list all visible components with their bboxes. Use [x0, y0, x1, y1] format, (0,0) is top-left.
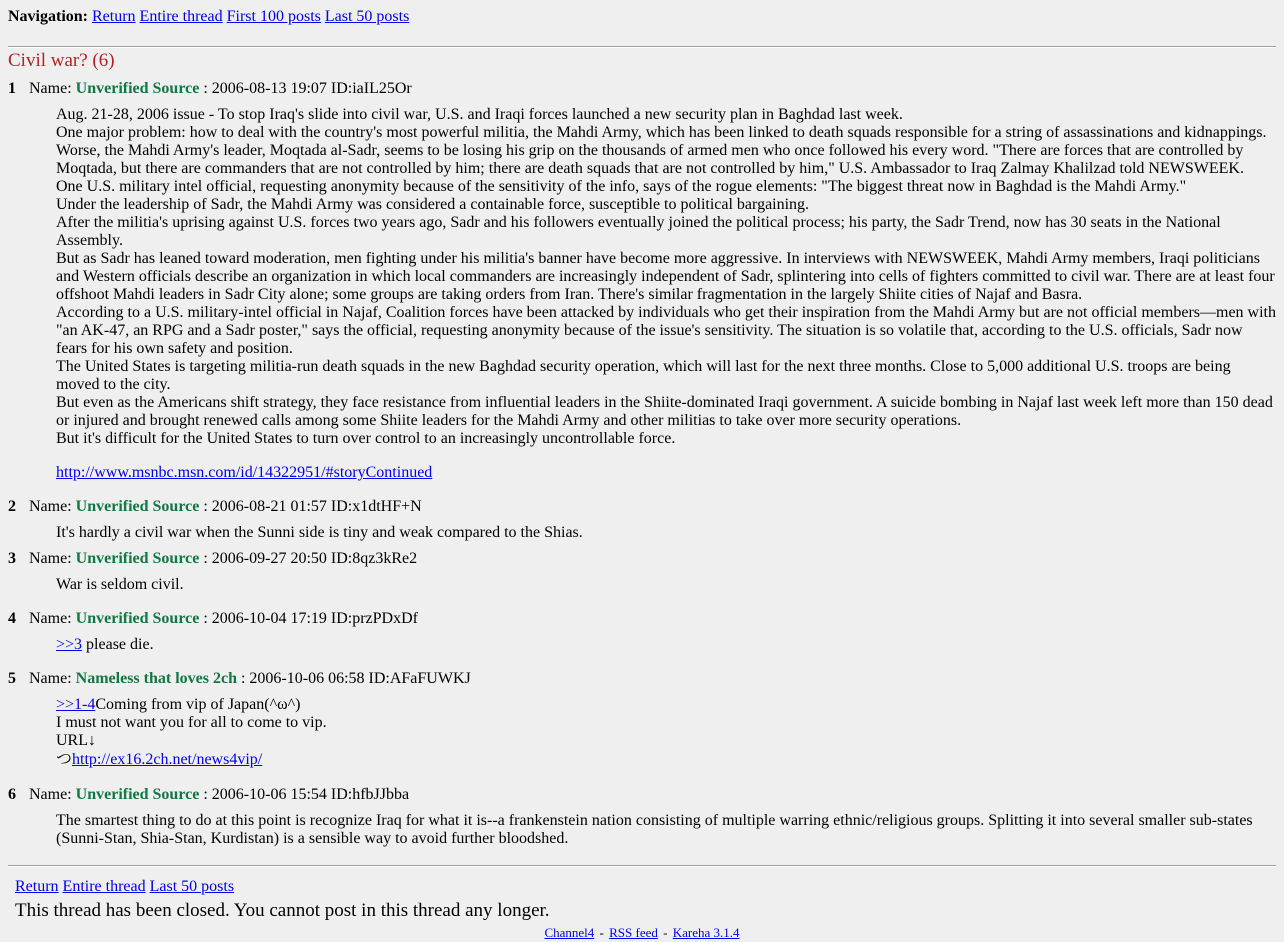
- post-text: War is seldom civil.: [56, 576, 184, 593]
- post-body: [56, 636, 1276, 654]
- post-number[interactable]: 2: [8, 498, 16, 515]
- post-meta: : 2006-08-21 01:57 ID:x1dtHF+N: [203, 498, 422, 515]
- post-header: [8, 670, 1276, 688]
- post-2: [8, 498, 1276, 542]
- post-body: [56, 106, 1276, 482]
- name-label: Name:: [29, 550, 72, 567]
- nav-first-100-link[interactable]: First 100 posts: [226, 8, 321, 25]
- spacer: [56, 448, 1276, 464]
- post-header: [8, 786, 1276, 804]
- post-text: The smartest thing to do at this point is recognize Iraq for what it is--a frankenstein nation consisting of multiple warring ethnic/religious groups. Splitting it into several smaller sub-states (Sunni-Stan, Shia-Stan, Kurdistan) is a sensible way to avoid further bloodshed.: [56, 812, 1253, 847]
- footer-divider: [8, 865, 1276, 867]
- navigation-bar: [8, 8, 1276, 26]
- nav-return-link[interactable]: Return: [92, 8, 136, 25]
- post-number[interactable]: 5: [8, 670, 16, 687]
- poster-name: Unverified Source: [75, 610, 200, 627]
- name-label: Name:: [29, 610, 72, 627]
- post-meta: : 2006-08-13 19:07 ID:iaIL25Or: [203, 80, 412, 97]
- navigation-label: Navigation:: [8, 8, 88, 25]
- thread-title: Civil war? (6): [8, 50, 115, 71]
- post-line: I must not want you for all to come to vip.: [56, 714, 327, 731]
- channel4-link[interactable]: Channel4: [544, 925, 595, 940]
- kareha-link[interactable]: Kareha 3.1.4: [672, 925, 740, 940]
- post-body: [56, 812, 1276, 848]
- post-line: URL↓: [56, 732, 96, 749]
- quote-reference-link[interactable]: >>3: [56, 636, 83, 653]
- poster-name: Unverified Source: [75, 80, 200, 97]
- post-line: The United States is targeting militia-run death squads in the new Baghdad security operation, which will last for the next three months. Close to 5,000 additional U.S. troops are being moved to the city.: [56, 358, 1231, 393]
- post-meta: : 2006-09-27 20:50 ID:8qz3kRe2: [203, 550, 418, 567]
- post-text: please die.: [82, 636, 154, 653]
- post-header: [8, 550, 1276, 568]
- name-label: Name:: [29, 498, 72, 515]
- poster-name: Unverified Source: [75, 786, 200, 803]
- post-header: [8, 610, 1276, 628]
- post-line: One major problem: how to deal with the country's most powerful militia, the Mahdi Army, which has been linked to death squads responsible for a string of assassinations and kidnappings.: [56, 124, 1267, 141]
- nav-last-50-link[interactable]: Last 50 posts: [324, 8, 410, 25]
- poster-name: Nameless that loves 2ch: [75, 670, 237, 687]
- thread-closed-notice: This thread has been closed. You cannot post in this thread any longer.: [15, 900, 550, 921]
- bottom-section: [8, 878, 1276, 921]
- post-number[interactable]: 3: [8, 550, 16, 567]
- header-divider: [8, 46, 1276, 48]
- post-header: [8, 80, 1276, 98]
- footer-separator: -: [663, 925, 668, 940]
- name-label: Name:: [29, 80, 72, 97]
- nav-entire-thread-link[interactable]: Entire thread: [139, 8, 223, 25]
- quote-reference-link[interactable]: >>1-4: [56, 696, 96, 713]
- post-line: But even as the Americans shift strategy, they face resistance from influential leaders in the Shiite-dominated Iraqi government. A suicide bombing in Najaf last week left more than 150 dead or injured and brought renewed calls among some Shiite leaders for the Mahdi Army and other militias to take over more security operations.: [56, 394, 1273, 429]
- poster-name: Unverified Source: [75, 550, 200, 567]
- post-body: [56, 696, 1276, 769]
- post-meta: : 2006-10-04 17:19 ID:przPDxDf: [203, 610, 418, 627]
- post-line: Worse, the Mahdi Army's leader, Moqtada al-Sadr, seems to be losing his grip on the thousands of armed men who once followed his every word. "There are forces that are controlled by Moqtada, but there are commanders that are not controlled by him; there are death squads that are not controlled by him," U.S. Ambassador to Iraq Zalmay Khalilzad told NEWSWEEK.: [56, 142, 1244, 177]
- source-link[interactable]: http://www.msnbc.msn.com/id/14322951/#storyContinued: [56, 464, 433, 481]
- post-5: [8, 670, 1276, 769]
- post-meta: : 2006-10-06 06:58 ID:AFaFUWKJ: [240, 670, 471, 687]
- post-line: According to a U.S. military-intel official in Najaf, Coalition forces have been attacked by individuals who get their inspiration from the Mahdi Army but are not official members—men with "an AK-47, an RPG and a Sadr poster," says the official, requesting anonymity because of the issue's sensitivity. The situation is so volatile that, according to the U.S. officials, Sadr now fears for his own safety and position.: [56, 304, 1276, 357]
- post-meta: : 2006-10-06 15:54 ID:hfbJJbba: [203, 786, 410, 803]
- post-number[interactable]: 4: [8, 610, 16, 627]
- post-body: [56, 576, 1276, 594]
- post-body: [56, 524, 1276, 542]
- post-line: Aug. 21-28, 2006 issue - To stop Iraq's slide into civil war, U.S. and Iraqi forces launched a new security plan in Baghdad last week.: [56, 106, 903, 123]
- poster-name: Unverified Source: [75, 498, 200, 515]
- bottom-last-50-link[interactable]: Last 50 posts: [149, 878, 235, 895]
- name-label: Name:: [29, 670, 72, 687]
- post-line: After the militia's uprising against U.S. forces two years ago, Sadr and his followers eventually joined the political process; his party, the Sadr Trend, now has 30 seats in the National Assembly.: [56, 214, 1221, 249]
- post-line: One U.S. military intel official, requesting anonymity because of the sensitivity of the info, says of the rogue elements: "The biggest threat now in Baghdad is the Mahdi Army.": [56, 178, 1187, 195]
- rss-feed-link[interactable]: RSS feed: [609, 925, 658, 940]
- bottom-return-link[interactable]: Return: [15, 878, 59, 895]
- bottom-navigation: [15, 878, 1276, 896]
- name-label: Name:: [29, 786, 72, 803]
- external-link[interactable]: http://ex16.2ch.net/news4vip/: [72, 751, 263, 768]
- post-line: Under the leadership of Sadr, the Mahdi Army was considered a containable force, susceptible to political bargaining.: [56, 196, 810, 213]
- post-6: [8, 786, 1276, 848]
- post-line: But as Sadr has leaned toward moderation, men fighting under his militia's banner have become more aggressive. In interviews with NEWSWEEK, Mahdi Army members, Iraqi politicians and Western officials describe an organization in which local commanders are increasingly independent of Sadr, splintering into cells of fighters committed to civil war. There are at least four offshoot Mahdi leaders in Sadr City alone; some groups are taking orders from Iran. There's similar fragmentation in the largely Shiite cities of Najaf and Basra.: [56, 250, 1275, 303]
- post-line: But it's difficult for the United States to turn over control to an increasingly uncontrollable force.: [56, 430, 676, 447]
- post-4: [8, 610, 1276, 654]
- footer-separator: -: [599, 925, 604, 940]
- post-3: [8, 550, 1276, 594]
- post-number[interactable]: 1: [8, 80, 16, 97]
- post-header: [8, 498, 1276, 516]
- site-footer: [8, 924, 1276, 942]
- post-number[interactable]: 6: [8, 786, 16, 803]
- pointing-glyph: つ: [56, 751, 73, 768]
- post-text: It's hardly a civil war when the Sunni side is tiny and weak compared to the Shias.: [56, 524, 583, 541]
- bottom-entire-thread-link[interactable]: Entire thread: [62, 878, 146, 895]
- post-text: Coming from vip of Japan(^ω^): [95, 696, 301, 713]
- post-1: [8, 80, 1276, 482]
